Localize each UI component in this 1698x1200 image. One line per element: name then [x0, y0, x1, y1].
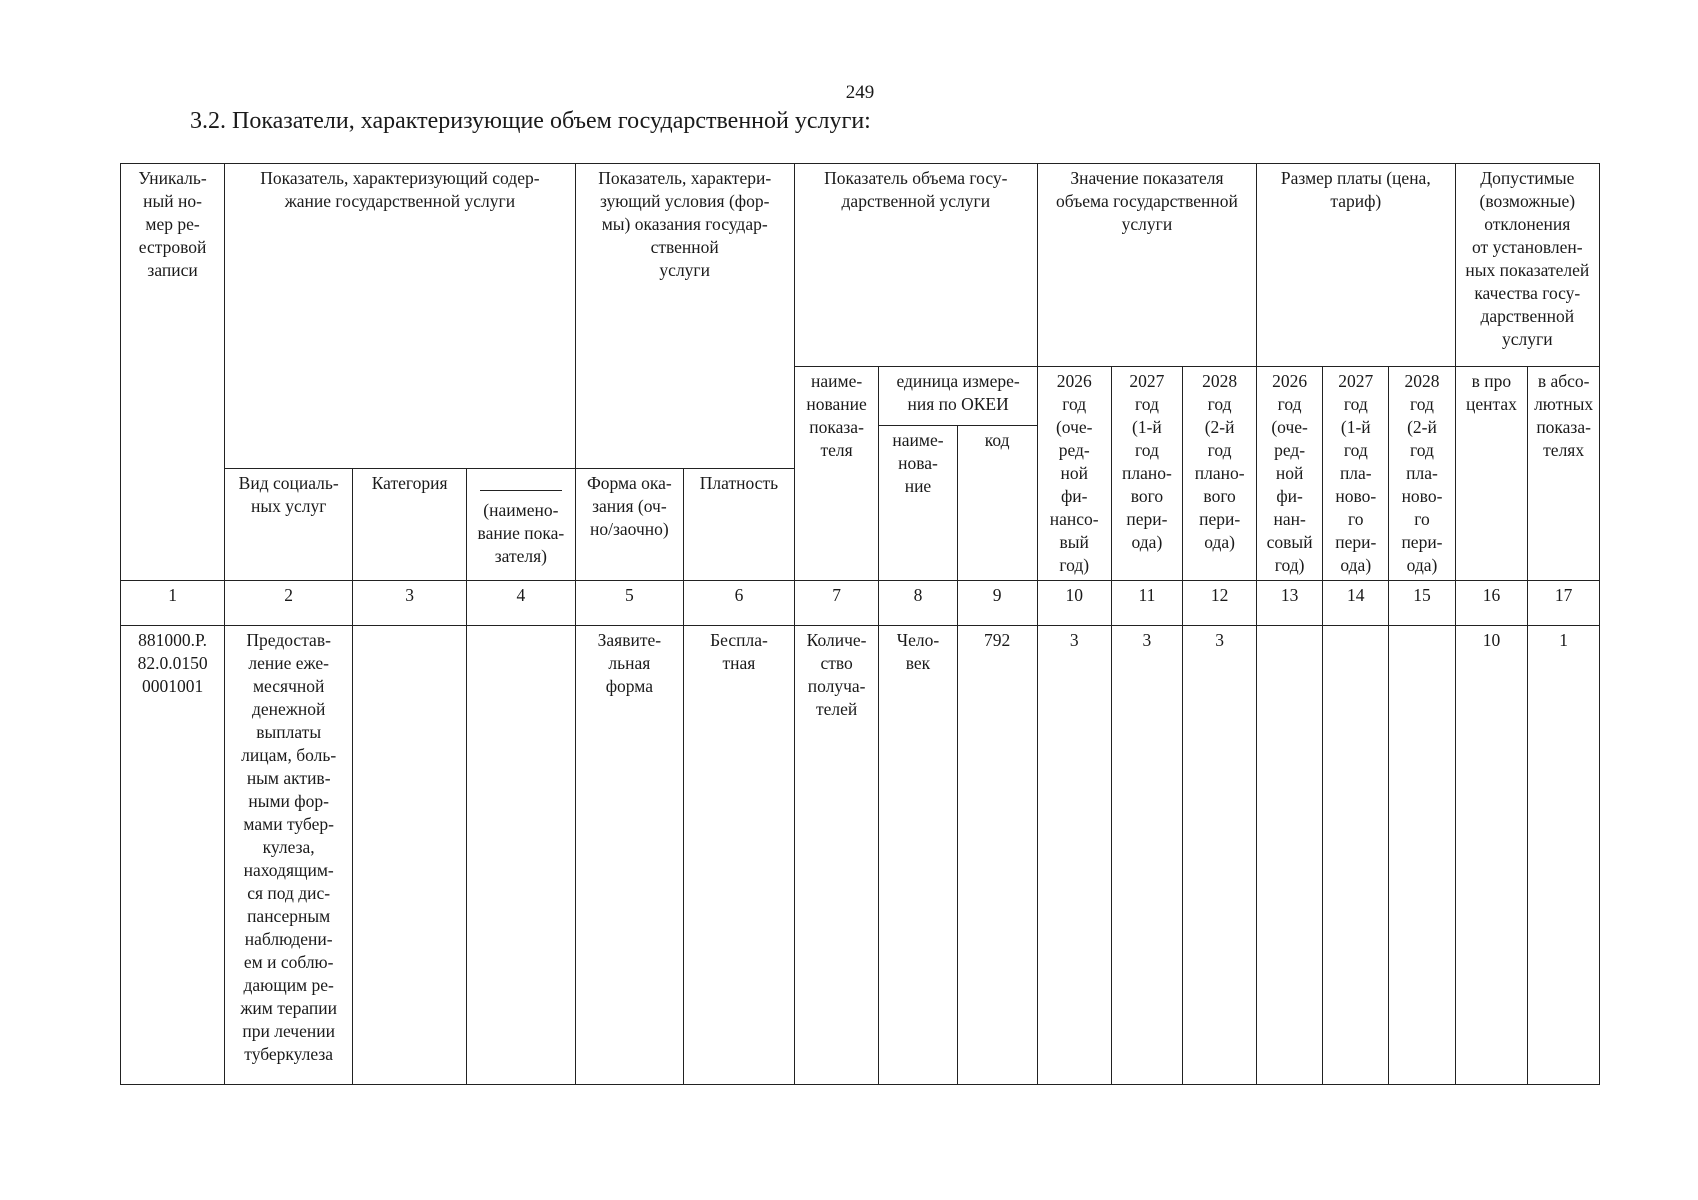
cell-unit-name: Чело- век — [879, 626, 957, 1085]
header-category: Категория — [353, 469, 467, 581]
page-number: 249 — [845, 82, 875, 103]
header-fee-2027: 2027 год (1-й год пла- ново- го пери- ода) — [1323, 367, 1389, 581]
column-number: 17 — [1528, 581, 1600, 626]
column-number: 4 — [467, 581, 576, 626]
header-content-indicator: Показатель, характеризующий содер- жание государственной услуги — [225, 164, 575, 469]
header-volume-2026: 2026 год (оче- ред- ной фи- нансо- вый год) — [1037, 367, 1111, 581]
column-number: 8 — [879, 581, 957, 626]
header-volume-2028: 2028 год (2-й год плано- вого пери- ода) — [1183, 367, 1257, 581]
cell-indicator-name: Количе- ство получа- телей — [794, 626, 879, 1085]
cell-volume-2028: 3 — [1183, 626, 1257, 1085]
header-indicator-blank-label: (наимено- вание пока- зателя) — [477, 500, 565, 566]
cell-form: Заявите- льная форма — [575, 626, 684, 1085]
cell-deviation-percent: 10 — [1455, 626, 1528, 1085]
cell-deviation-absolute: 1 — [1528, 626, 1600, 1085]
column-number: 16 — [1455, 581, 1528, 626]
header-volume-indicator: Показатель объема госу- дарственной услуги — [794, 164, 1037, 367]
cell-category — [353, 626, 467, 1085]
header-payment: Платность — [684, 469, 795, 581]
column-number: 12 — [1183, 581, 1257, 626]
cell-registry-number: 881000.Р. 82.0.0150 0001001 — [121, 626, 225, 1085]
column-number: 2 — [225, 581, 353, 626]
column-number: 11 — [1111, 581, 1183, 626]
column-number: 6 — [684, 581, 795, 626]
header-volume-2027: 2027 год (1-й год плано- вого пери- ода) — [1111, 367, 1183, 581]
cell-payment: Беспла- тная — [684, 626, 795, 1085]
cell-indicator-blank — [467, 626, 576, 1085]
cell-fee-2026 — [1257, 626, 1323, 1085]
header-indicator-name: наиме- нование показа- теля — [794, 367, 879, 581]
column-number: 13 — [1257, 581, 1323, 626]
cell-fee-2028 — [1389, 626, 1455, 1085]
column-number: 5 — [575, 581, 684, 626]
header-unit-name: наиме- нова- ние — [879, 426, 957, 581]
header-fee-2028: 2028 год (2-й год пла- ново- го пери- ода) — [1389, 367, 1455, 581]
header-fee-2026: 2026 год (оче- ред- ной фи- нан- совый год) — [1257, 367, 1323, 581]
table-row — [121, 626, 1600, 1085]
header-deviation-percent: в про центах — [1455, 367, 1528, 581]
cell-service-type: Предостав- ление еже- месячной денежной выплаты лицам, боль- ным актив- ными фор- мами тубер- кулеза, находящим- ся под дис- пансерным наблюдени- ем и соблю- дающим ре- жим терапии при лечении туберкулеза — [225, 626, 353, 1085]
header-unit-okei: единица измере- ния по ОКЕИ — [879, 367, 1037, 426]
header-unique-number: Уникаль- ный но- мер ре- естровой записи — [121, 164, 225, 581]
header-deviation-absolute: в абсо- лютных показа- телях — [1528, 367, 1600, 581]
cell-volume-2027: 3 — [1111, 626, 1183, 1085]
volume-indicators-table — [120, 163, 1600, 1085]
column-number: 15 — [1389, 581, 1455, 626]
section-title: 3.2. Показатели, характеризующие объем государственной услуги: — [190, 108, 871, 134]
header-fee: Размер платы (цена, тариф) — [1257, 164, 1456, 367]
header-service-type: Вид социаль- ных услуг — [225, 469, 353, 581]
cell-volume-2026: 3 — [1037, 626, 1111, 1085]
header-deviations: Допустимые (возможные) отклонения от установлен- ных показателей качества госу- дарственной услуги — [1455, 164, 1599, 367]
cell-fee-2027 — [1323, 626, 1389, 1085]
column-number: 9 — [957, 581, 1037, 626]
column-number: 3 — [353, 581, 467, 626]
header-unit-code: код — [957, 426, 1037, 581]
header-form: Форма ока- зания (оч- но/заочно) — [575, 469, 684, 581]
header-volume-value: Значение показателя объема государственной услуги — [1037, 164, 1256, 367]
header-indicator-blank — [467, 469, 576, 581]
column-number: 10 — [1037, 581, 1111, 626]
column-number: 7 — [794, 581, 879, 626]
header-conditions-indicator: Показатель, характери- зующий условия (фор- мы) оказания государ- ственной услуги — [575, 164, 794, 469]
cell-unit-code: 792 — [957, 626, 1037, 1085]
column-number: 1 — [121, 581, 225, 626]
blank-line — [480, 472, 562, 491]
column-number: 14 — [1323, 581, 1389, 626]
